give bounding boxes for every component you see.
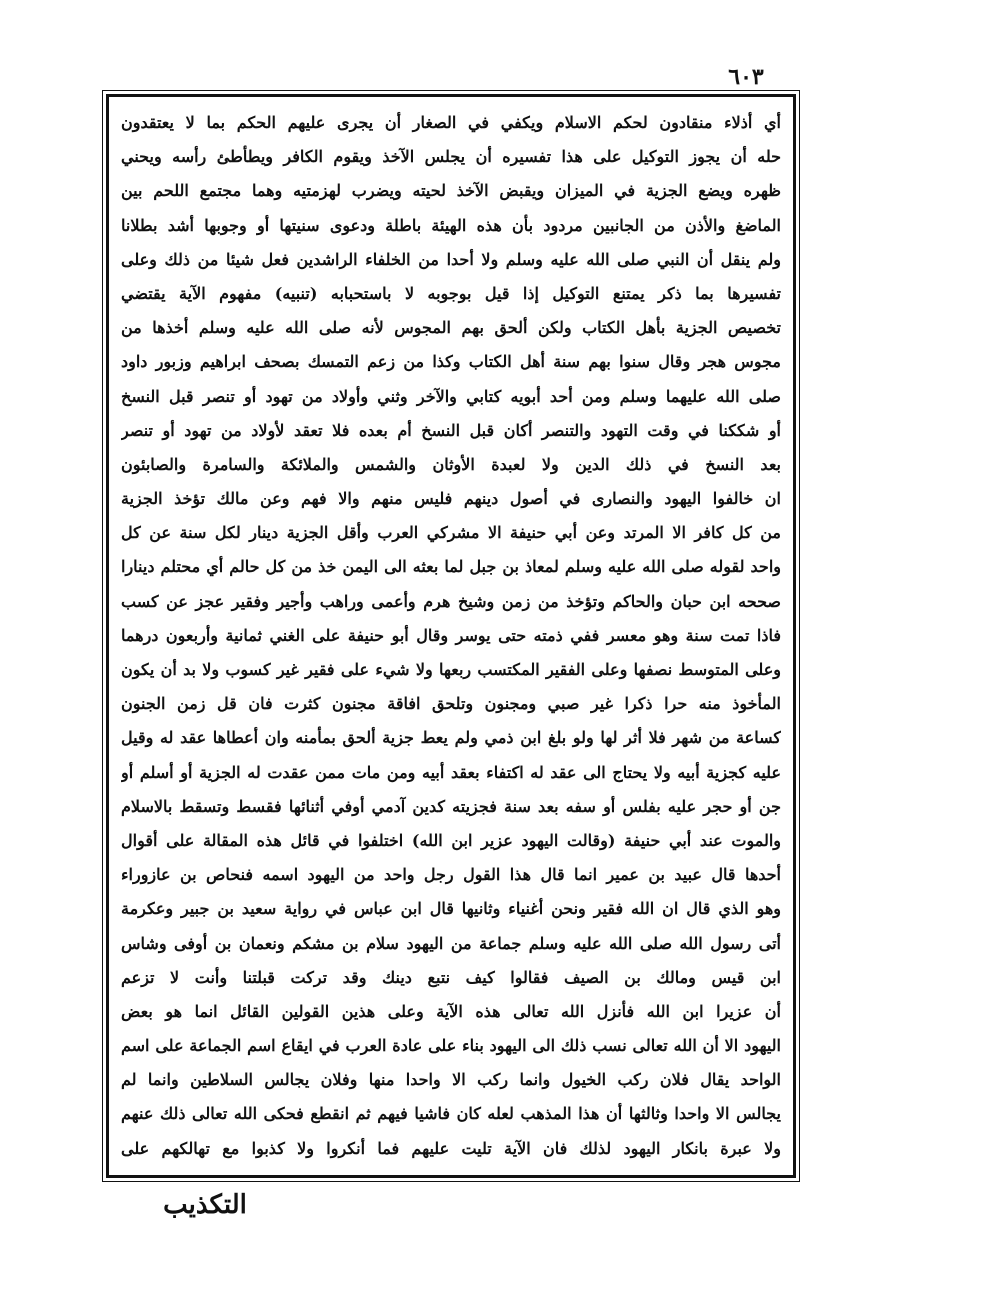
- page-number: ٦٠٣: [728, 64, 764, 90]
- text-line: تفسيرها بما ذكر يمتنع التوكيل إذا قيل بوجوبه لا باستحبابه (تنبيه) مفهوم الآية يقتضي: [121, 283, 781, 303]
- text-line: ظهره ويضع الجزية في الميزان ويقبض الآخذ لحيته ويضرب لهزمتيه وهما مجتمع اللحم بين: [121, 181, 781, 201]
- text-line: يجالس الا واحدا وثالثها أن هذا المذهب لعله كان فاشيا فيهم ثم انقطع فحكى الله تعالى ذلك عنهم: [121, 1104, 781, 1124]
- text-line: صححه ابن حبان والحاكم وتؤخذ من زمن وشيخ هرم وأعمى وراهب وأجير وفقير عجز عن كسب: [121, 591, 781, 611]
- text-line: ولا عبرة بانكار اليهود لذلك فان الآية تليت عليهم فما أنكروا ولا كذبوا مع تهالكهم على: [121, 1138, 781, 1158]
- text-line: بعد النسخ في ذلك الدين ولا لعبدة الأوثان والشمس والملائكة والسامرة والصابئون: [121, 454, 781, 474]
- text-line: اليهود الا أن الله تعالى نسب ذلك الى اليهود بناء على عادة العرب في ايقاع اسم الجماعة على اسم: [121, 1036, 781, 1056]
- text-line: ولم ينقل أن النبي صلى الله عليه وسلم ولا أحدا من الخلفاء الراشدين فعل شيئا من ذلك وعلى: [121, 249, 781, 269]
- catchword: التكذيب: [163, 1190, 247, 1220]
- text-line: حله أن يجوز التوكيل على هذا تفسيره أن يجلس الآخذ ويقوم الكافر ويطأطئ رأسه ويحني: [121, 147, 781, 167]
- text-body: [121, 109, 781, 1163]
- text-line: الواحد يقال فلان ركب الخيول وانما ركب الا واحدا منها وفلان يجالس السلاطين وانما لم: [121, 1070, 781, 1090]
- text-line: وعلى المتوسط نصفها وعلى الفقير المكتسب ربعها ولا شيء على فقير غير كسوب ولا بد أن يكون: [121, 660, 781, 679]
- text-line: ابن قيس ومالك بن الصيف فقالوا كيف نتبع دينك وقد تركت قبلتنا وأنت لا تزعم: [121, 967, 781, 987]
- text-line: صلى الله عليهما وسلم ومن أحد أبويه كتابي والآخر وثني وأولاد من تهود أو تنصر قبل النسخ: [121, 386, 781, 406]
- text-line: فاذا تمت سنة وهو معسر ففي ذمته حتى يوسر وقال أبو حنيفة على الغني ثمانية وأربعون درهما: [121, 625, 781, 645]
- text-line: كساعة من شهر فلا أثر لها ولو بلغ ابن ذمي ولم يعط جزية ألحق بمأمنه وان أعطاها عقد له وقيل: [121, 728, 781, 748]
- text-frame: [106, 94, 796, 1178]
- text-line: تخصيص الجزية بأهل الكتاب ولكن ألحق بهم المجوس لأنه صلى الله عليه وسلم أخذها من: [121, 318, 781, 338]
- text-line: وهو الذي قال ان الله فقير ونحن أغنياء وثانيها قال ابن عباس في رواية سعيد بن جبير وعكرمة: [121, 899, 781, 919]
- text-line: المأخوذ منه حرا ذكرا غير صبي ومجنون وتلحق افاقة مجنون كثرت فان قل زمن الجنون: [121, 694, 781, 714]
- text-line: أي أذلاء منقادون لحكم الاسلام ويكفي في الصغار أن يجرى عليهم الحكم بما لا يعتقدون: [121, 113, 781, 132]
- text-line: جن أو حجر عليه بفلس أو سفه بعد سنة فجزيته كدين آدمي أوفي أثنائها فقسط وتسقط بالاسلام: [121, 796, 781, 816]
- text-line: الماضغ والأذن من الجانبين مردود بأن هذه الهيئة باطلة ودعوى سنيتها أو وجوبها أشد بطلانا: [121, 215, 781, 235]
- text-line: عليه كجزية أبيه ولا يحتاج الى عقد له اكتفاء بعقد أبيه ومن مات ممن عقدت له الجزية أو أسلم أو: [121, 762, 781, 782]
- text-line: أتى رسول الله صلى الله عليه وسلم جماعة من اليهود سلام بن مشكم ونعمان بن أوفى وشاس: [121, 933, 781, 953]
- text-line: أو شككنا في وقت التهود والتنصر أكان قبل النسخ أم بعده فلا تعقد لأولاد من تهود أو تنصر: [121, 420, 781, 440]
- text-line: مجوس هجر وقال سنوا بهم سنة أهل الكتاب وكذا من زعم التمسك بصحف ابراهيم وزبور داود: [121, 352, 781, 372]
- text-line: ان خالفوا اليهود والنصارى في أصول دينهم فليس منهم والا فهم وعن مالك تؤخذ الجزية: [121, 489, 781, 509]
- text-line: والموت عند أبي حنيفة (وقالت اليهود عزير ابن الله) اختلفوا في قائل هذه المقالة على أقوال: [121, 830, 781, 850]
- text-line: واحد لقوله صلى الله عليه وسلم لمعاذ بن جبل لما بعثه الى اليمن خذ من كل حالم أي محتلم دينارا: [121, 557, 781, 577]
- text-line: أن عزيرا ابن الله فأنزل الله تعالى هذه الآية وعلى هذين القولين القائل انما هو بعض: [121, 1001, 781, 1021]
- text-line: من كل كافر الا المرتد وعن أبي حنيفة الا مشركي العرب وأقل الجزية دينار لكل سنة عن كل: [121, 523, 781, 543]
- text-line: أحدها قال عبيد بن عمير انما قال هذا القول رجل واحد من اليهود اسمه فنحاص بن عازوراء: [121, 865, 781, 885]
